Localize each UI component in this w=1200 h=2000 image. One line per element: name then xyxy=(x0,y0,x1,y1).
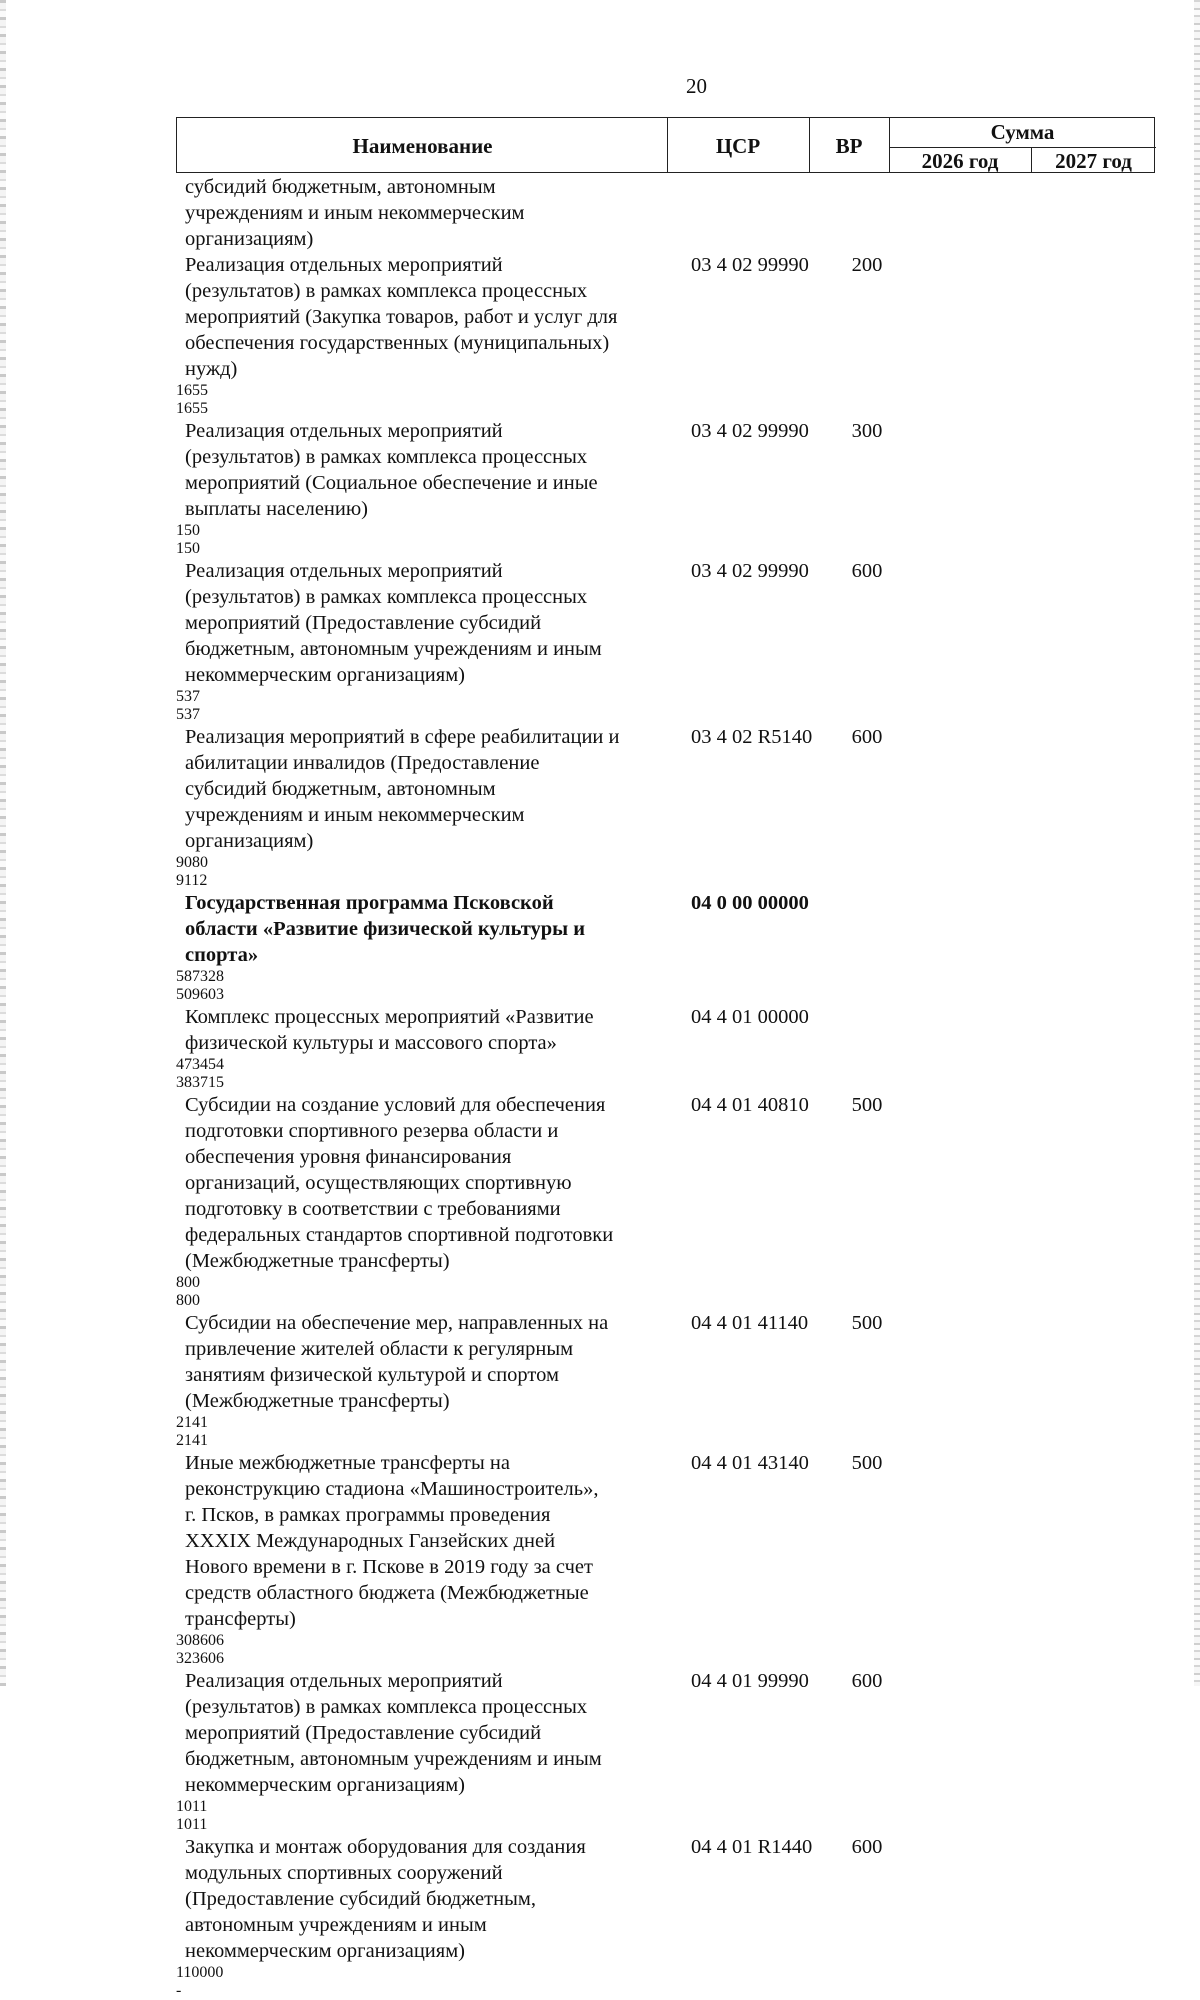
row-name: Иные межбюджетные трансферты на реконструкцию стадиона «Машиностроитель», г. Псков, в рамках программы проведения XXXIX Международных Ганзейских дней Нового времени в г. Пскове в 2019 году за счет средств областного бюджета (Межбюджетные трансферты) xyxy=(185,1452,599,1630)
row-amount-2026: 587328 xyxy=(176,968,224,985)
row-amount-2027: 1011 xyxy=(176,1816,208,1833)
table-header xyxy=(176,117,1155,173)
row-name: Государственная программа Псковской области «Развитие физической культуры и спорта» xyxy=(185,892,586,966)
row-csr: 03 4 02 99990 xyxy=(691,420,809,442)
row-vr: 600 xyxy=(851,1836,883,1858)
row-amount-2026: 110000 xyxy=(176,1964,224,1981)
row-csr: 03 4 02 R5140 xyxy=(691,726,813,748)
row-amount-2027: 509603 xyxy=(176,986,224,1003)
scan-edge-left xyxy=(0,0,6,1686)
row-csr: 04 4 01 41140 xyxy=(691,1312,809,1334)
row-vr: 500 xyxy=(851,1312,883,1334)
row-amount-2027: 800 xyxy=(176,1292,200,1309)
row-vr: 600 xyxy=(851,560,883,582)
row-name: Субсидии на создание условий для обеспечения подготовки спортивного резерва области и обеспечения уровня финансирования организаций, осуществляющих спортивную подготовку в соответствии с требованиями федеральных стандартов спортивной подготовки (Межбюджетные трансферты) xyxy=(185,1094,614,1272)
page-number: 20 xyxy=(686,74,707,98)
table-row xyxy=(176,1668,1155,1834)
table-row xyxy=(176,418,1155,558)
row-amount-2026: 1655 xyxy=(176,382,208,399)
row-csr: 04 4 01 00000 xyxy=(691,1006,809,1028)
table-row xyxy=(176,724,1155,890)
table-row xyxy=(176,174,1155,252)
table-body xyxy=(176,174,1155,2000)
row-amount-2027: - xyxy=(176,1982,182,1999)
row-vr: 600 xyxy=(851,1670,883,1692)
row-csr: 03 4 02 99990 xyxy=(691,560,809,582)
header-subdivider xyxy=(889,147,1156,148)
row-amount-2026: 800 xyxy=(176,1274,200,1291)
table-row xyxy=(176,1834,1155,2000)
table-row xyxy=(176,1004,1155,1092)
header-year-2026: 2026 год xyxy=(921,149,999,173)
row-name: Закупка и монтаж оборудования для создания модульных спортивных сооружений (Предоставление субсидий бюджетным, автономным учреждениям и иным некоммерческим организациям) xyxy=(185,1836,586,1962)
row-csr: 04 4 01 40810 xyxy=(691,1094,809,1116)
row-vr: 300 xyxy=(851,420,883,442)
row-amount-2026: 150 xyxy=(176,522,200,539)
row-name: Субсидии на обеспечение мер, направленных на привлечение жителей области к регулярным занятиям физической культурой и спортом (Межбюджетные трансферты) xyxy=(185,1312,609,1412)
row-vr: 500 xyxy=(851,1452,883,1474)
row-csr: 04 4 01 99990 xyxy=(691,1670,809,1692)
row-amount-2027: 383715 xyxy=(176,1074,224,1091)
row-vr: 500 xyxy=(851,1094,883,1116)
row-amount-2027: 150 xyxy=(176,540,200,557)
row-name: субсидий бюджетным, автономным учреждениям и иным некоммерческим организациям) xyxy=(185,176,525,250)
row-amount-2026: 537 xyxy=(176,688,200,705)
table-row xyxy=(176,252,1155,418)
header-sum: Сумма xyxy=(990,120,1055,144)
row-amount-2027: 2141 xyxy=(176,1432,208,1449)
row-name: Реализация мероприятий в сфере реабилитации и абилитации инвалидов (Предоставление субсидий бюджетным, автономным учреждениям и иным некоммерческим организациям) xyxy=(185,726,620,852)
header-vr: ВР xyxy=(835,134,863,158)
row-amount-2026: 1011 xyxy=(176,1798,208,1815)
row-name: Реализация отдельных мероприятий (результатов) в рамках комплекса процессных мероприятий (Социальное обеспечение и иные выплаты населению) xyxy=(185,420,598,520)
row-name: Комплекс процессных мероприятий «Развитие физической культуры и массового спорта» xyxy=(185,1006,594,1054)
scan-edge-right xyxy=(1194,0,1200,1686)
header-name: Наименование xyxy=(352,134,493,158)
row-name: Реализация отдельных мероприятий (результатов) в рамках комплекса процессных мероприятий (Закупка товаров, работ и услуг для обеспечения государственных (муниципальных) нужд) xyxy=(185,254,618,380)
row-amount-2027: 537 xyxy=(176,706,200,723)
row-amount-2026: 9080 xyxy=(176,854,208,871)
table-row xyxy=(176,1092,1155,1310)
row-vr: 600 xyxy=(851,726,883,748)
row-amount-2026: 308606 xyxy=(176,1632,224,1649)
row-amount-2027: 323606 xyxy=(176,1650,224,1667)
row-amount-2027: 9112 xyxy=(176,872,208,889)
row-csr: 04 4 01 R1440 xyxy=(691,1836,813,1858)
header-csr: ЦСР xyxy=(715,134,761,158)
table-row xyxy=(176,1310,1155,1450)
row-amount-2026: 473454 xyxy=(176,1056,224,1073)
row-amount-2026: 2141 xyxy=(176,1414,208,1431)
row-vr: 200 xyxy=(851,254,883,276)
row-name: Реализация отдельных мероприятий (результатов) в рамках комплекса процессных мероприятий (Предоставление субсидий бюджетным, автономным учреждениям и иным некоммерческим организациям) xyxy=(185,1670,602,1796)
row-csr: 03 4 02 99990 xyxy=(691,254,809,276)
row-csr: 04 0 00 00000 xyxy=(691,892,809,914)
table-row xyxy=(176,890,1155,1004)
row-csr: 04 4 01 43140 xyxy=(691,1452,809,1474)
row-amount-2027: 1655 xyxy=(176,400,208,417)
table-row xyxy=(176,1450,1155,1668)
row-name: Реализация отдельных мероприятий (результатов) в рамках комплекса процессных мероприятий (Предоставление субсидий бюджетным, автономным учреждениям и иным некоммерческим организациям) xyxy=(185,560,602,686)
table-row xyxy=(176,558,1155,724)
header-year-2027: 2027 год xyxy=(1055,149,1132,173)
